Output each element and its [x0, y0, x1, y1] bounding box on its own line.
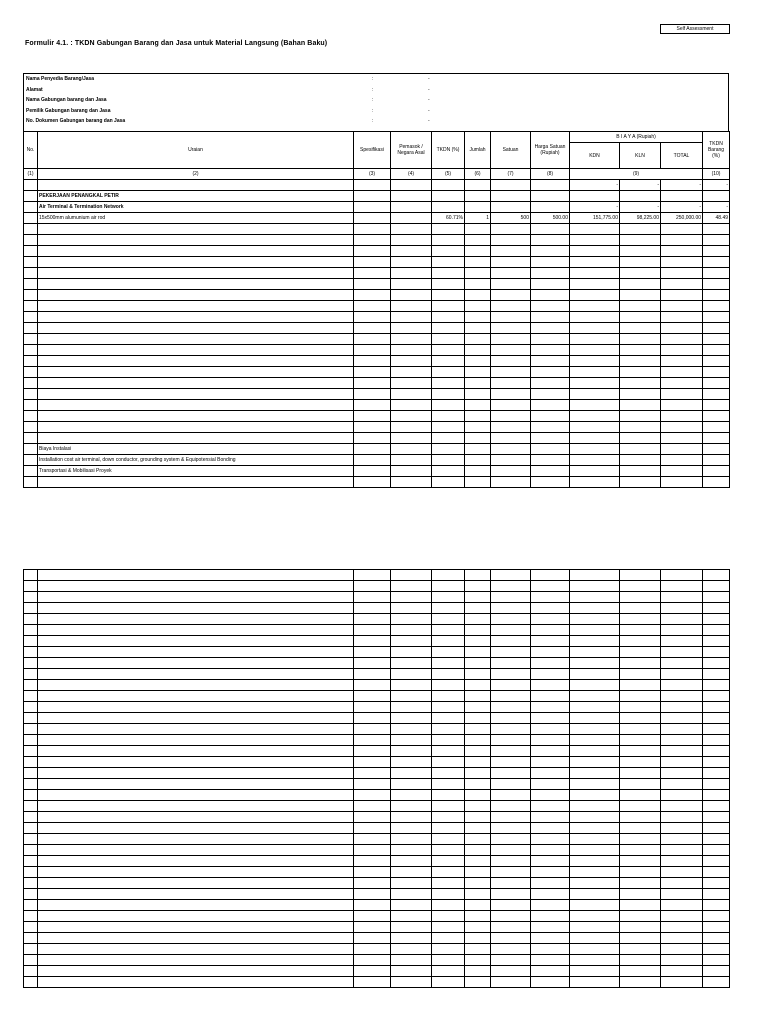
- item-harga: 500.00: [531, 213, 570, 224]
- empty-row: [24, 911, 730, 922]
- footer-row: [24, 466, 730, 477]
- table-row: [24, 477, 730, 488]
- total-cell: -: [661, 202, 703, 213]
- info-label: Nama Gabungan barang dan Jasa: [26, 97, 107, 103]
- empty-row: [24, 658, 730, 669]
- tkdn-barang-cell: -: [703, 180, 730, 191]
- item-jumlah: 1: [465, 213, 491, 224]
- header-pemasok: Pemasok / Negara Asal: [391, 132, 432, 169]
- empty-row: [24, 867, 730, 878]
- empty-row: [24, 603, 730, 614]
- empty-row: [24, 246, 730, 257]
- empty-row: [24, 823, 730, 834]
- empty-row: [24, 636, 730, 647]
- info-colon: :: [372, 118, 374, 124]
- item-total: 250,000.00: [661, 213, 703, 224]
- form-title: Formulir 4.1. : TKDN Gabungan Barang dan Jasa untuk Material Langsung (Bahan Baku): [25, 40, 328, 47]
- footer-row: [24, 455, 730, 466]
- header-tkdn-barang: TKDN Barang (%): [703, 132, 730, 169]
- item-kdn: 151,775.00: [570, 213, 620, 224]
- info-label: No. Dokumen Gabungan barang dan Jasa: [26, 118, 126, 124]
- empty-row: [24, 812, 730, 823]
- info-value: -: [428, 118, 430, 124]
- empty-row: [24, 378, 730, 389]
- header-biaya: B I A Y A (Rupiah): [570, 132, 703, 143]
- empty-row: [24, 290, 730, 301]
- header-satuan: Satuan: [491, 132, 531, 169]
- header-row: [24, 132, 730, 143]
- empty-row: [24, 702, 730, 713]
- empty-row: [24, 768, 730, 779]
- info-value: -: [428, 87, 430, 93]
- empty-row: [24, 356, 730, 367]
- empty-row: [24, 411, 730, 422]
- info-value: -: [428, 97, 430, 103]
- tkdn-table: [23, 131, 730, 488]
- total-cell: -: [661, 180, 703, 191]
- empty-row: [24, 323, 730, 334]
- info-row-document-no: [26, 116, 726, 126]
- empty-row: [24, 779, 730, 790]
- empty-row: [24, 735, 730, 746]
- header-uraian: Uraian: [38, 132, 354, 169]
- empty-row: [24, 900, 730, 911]
- info-block: [23, 73, 729, 131]
- empty-row: [24, 977, 730, 988]
- item-row: [24, 213, 730, 224]
- header-harga: Harga Satuan (Rupiah): [531, 132, 570, 169]
- empty-row: [24, 790, 730, 801]
- header-tkdn: TKDN (%): [432, 132, 465, 169]
- empty-row: [24, 224, 730, 235]
- info-row-owner: [26, 106, 726, 116]
- empty-row: [24, 235, 730, 246]
- footer-label: Transportasi & Mobilisasi Proyek: [38, 466, 354, 477]
- empty-row: [24, 878, 730, 889]
- item-kln: 98,225.00: [620, 213, 661, 224]
- empty-rows: [24, 224, 730, 444]
- item-tkdn-barang: 48.49: [703, 213, 730, 224]
- footer-row: [24, 444, 730, 455]
- empty-row: [24, 966, 730, 977]
- empty-row: [24, 389, 730, 400]
- kln-cell: -: [620, 180, 661, 191]
- info-label: Pemilik Gabungan barang dan Jasa: [26, 108, 111, 114]
- item-uraian: 15x500mm alumunium air rod: [38, 213, 354, 224]
- empty-row: [24, 801, 730, 812]
- empty-row: [24, 345, 730, 356]
- colnum: (4): [391, 169, 432, 180]
- empty-row: [24, 367, 730, 378]
- header-kdn: KDN: [570, 143, 620, 169]
- empty-row: [24, 592, 730, 603]
- section-row: [24, 191, 730, 202]
- empty-row: [24, 746, 730, 757]
- header-jumlah: Jumlah: [465, 132, 491, 169]
- empty-row: [24, 334, 730, 345]
- empty-row: [24, 647, 730, 658]
- info-colon: :: [372, 108, 374, 114]
- empty-row: [24, 889, 730, 900]
- continuation-table: [23, 569, 730, 988]
- empty-row: [24, 268, 730, 279]
- empty-row: [24, 922, 730, 933]
- empty-row: [24, 581, 730, 592]
- empty-row: [24, 933, 730, 944]
- colnum: (2): [38, 169, 354, 180]
- info-label: Alamat: [26, 87, 43, 93]
- column-number-row: [24, 169, 730, 180]
- empty-rows: [24, 570, 730, 988]
- info-colon: :: [372, 87, 374, 93]
- subsection-row: [24, 202, 730, 213]
- kdn-cell: -: [570, 202, 620, 213]
- colnum: (8): [531, 169, 570, 180]
- table-row: [24, 180, 730, 191]
- empty-row: [24, 713, 730, 724]
- info-row-combined-name: [26, 95, 726, 105]
- colnum: (6): [465, 169, 491, 180]
- subsection-title: Air Terminal & Termination Network: [38, 202, 354, 213]
- colnum: (10): [703, 169, 730, 180]
- colnum: (5): [432, 169, 465, 180]
- empty-row: [24, 757, 730, 768]
- info-label: Nama Penyedia Barang/Jasa: [26, 76, 95, 82]
- empty-row: [24, 614, 730, 625]
- item-satuan: 500: [491, 213, 531, 224]
- empty-row: [24, 433, 730, 444]
- footer-label: Installation cost air terminal, down conductor, grounding system & Equipotensial Bonding: [38, 455, 354, 466]
- empty-row: [24, 669, 730, 680]
- header-kln: KLN: [620, 143, 661, 169]
- empty-row: [24, 856, 730, 867]
- empty-row: [24, 625, 730, 636]
- item-tkdn: 60.71%: [432, 213, 465, 224]
- empty-row: [24, 279, 730, 290]
- kdn-cell: -: [570, 180, 620, 191]
- empty-row: [24, 724, 730, 735]
- empty-row: [24, 680, 730, 691]
- empty-row: [24, 312, 730, 323]
- header-total: TOTAL: [661, 143, 703, 169]
- info-row-provider: [26, 74, 726, 84]
- info-colon: :: [372, 76, 374, 82]
- colnum: (9): [570, 169, 703, 180]
- tkdn-barang-cell: -: [703, 202, 730, 213]
- empty-row: [24, 257, 730, 268]
- info-value: -: [428, 76, 430, 82]
- colnum: (1): [24, 169, 38, 180]
- info-colon: :: [372, 97, 374, 103]
- empty-row: [24, 422, 730, 433]
- footer-label: Biaya Instalasi: [38, 444, 354, 455]
- self-assessment-badge: Self Assessment: [660, 24, 730, 34]
- empty-row: [24, 944, 730, 955]
- empty-row: [24, 845, 730, 856]
- header-no: No.: [24, 132, 38, 169]
- info-value: -: [428, 108, 430, 114]
- empty-row: [24, 834, 730, 845]
- empty-row: [24, 301, 730, 312]
- colnum: (3): [354, 169, 391, 180]
- empty-row: [24, 570, 730, 581]
- empty-row: [24, 400, 730, 411]
- empty-row: [24, 691, 730, 702]
- section-title: PEKERJAAN PENANGKAL PETIR: [38, 191, 354, 202]
- header-spesifikasi: Spesifikasi: [354, 132, 391, 169]
- colnum: (7): [491, 169, 531, 180]
- info-row-address: [26, 85, 726, 95]
- kln-cell: -: [620, 202, 661, 213]
- empty-row: [24, 955, 730, 966]
